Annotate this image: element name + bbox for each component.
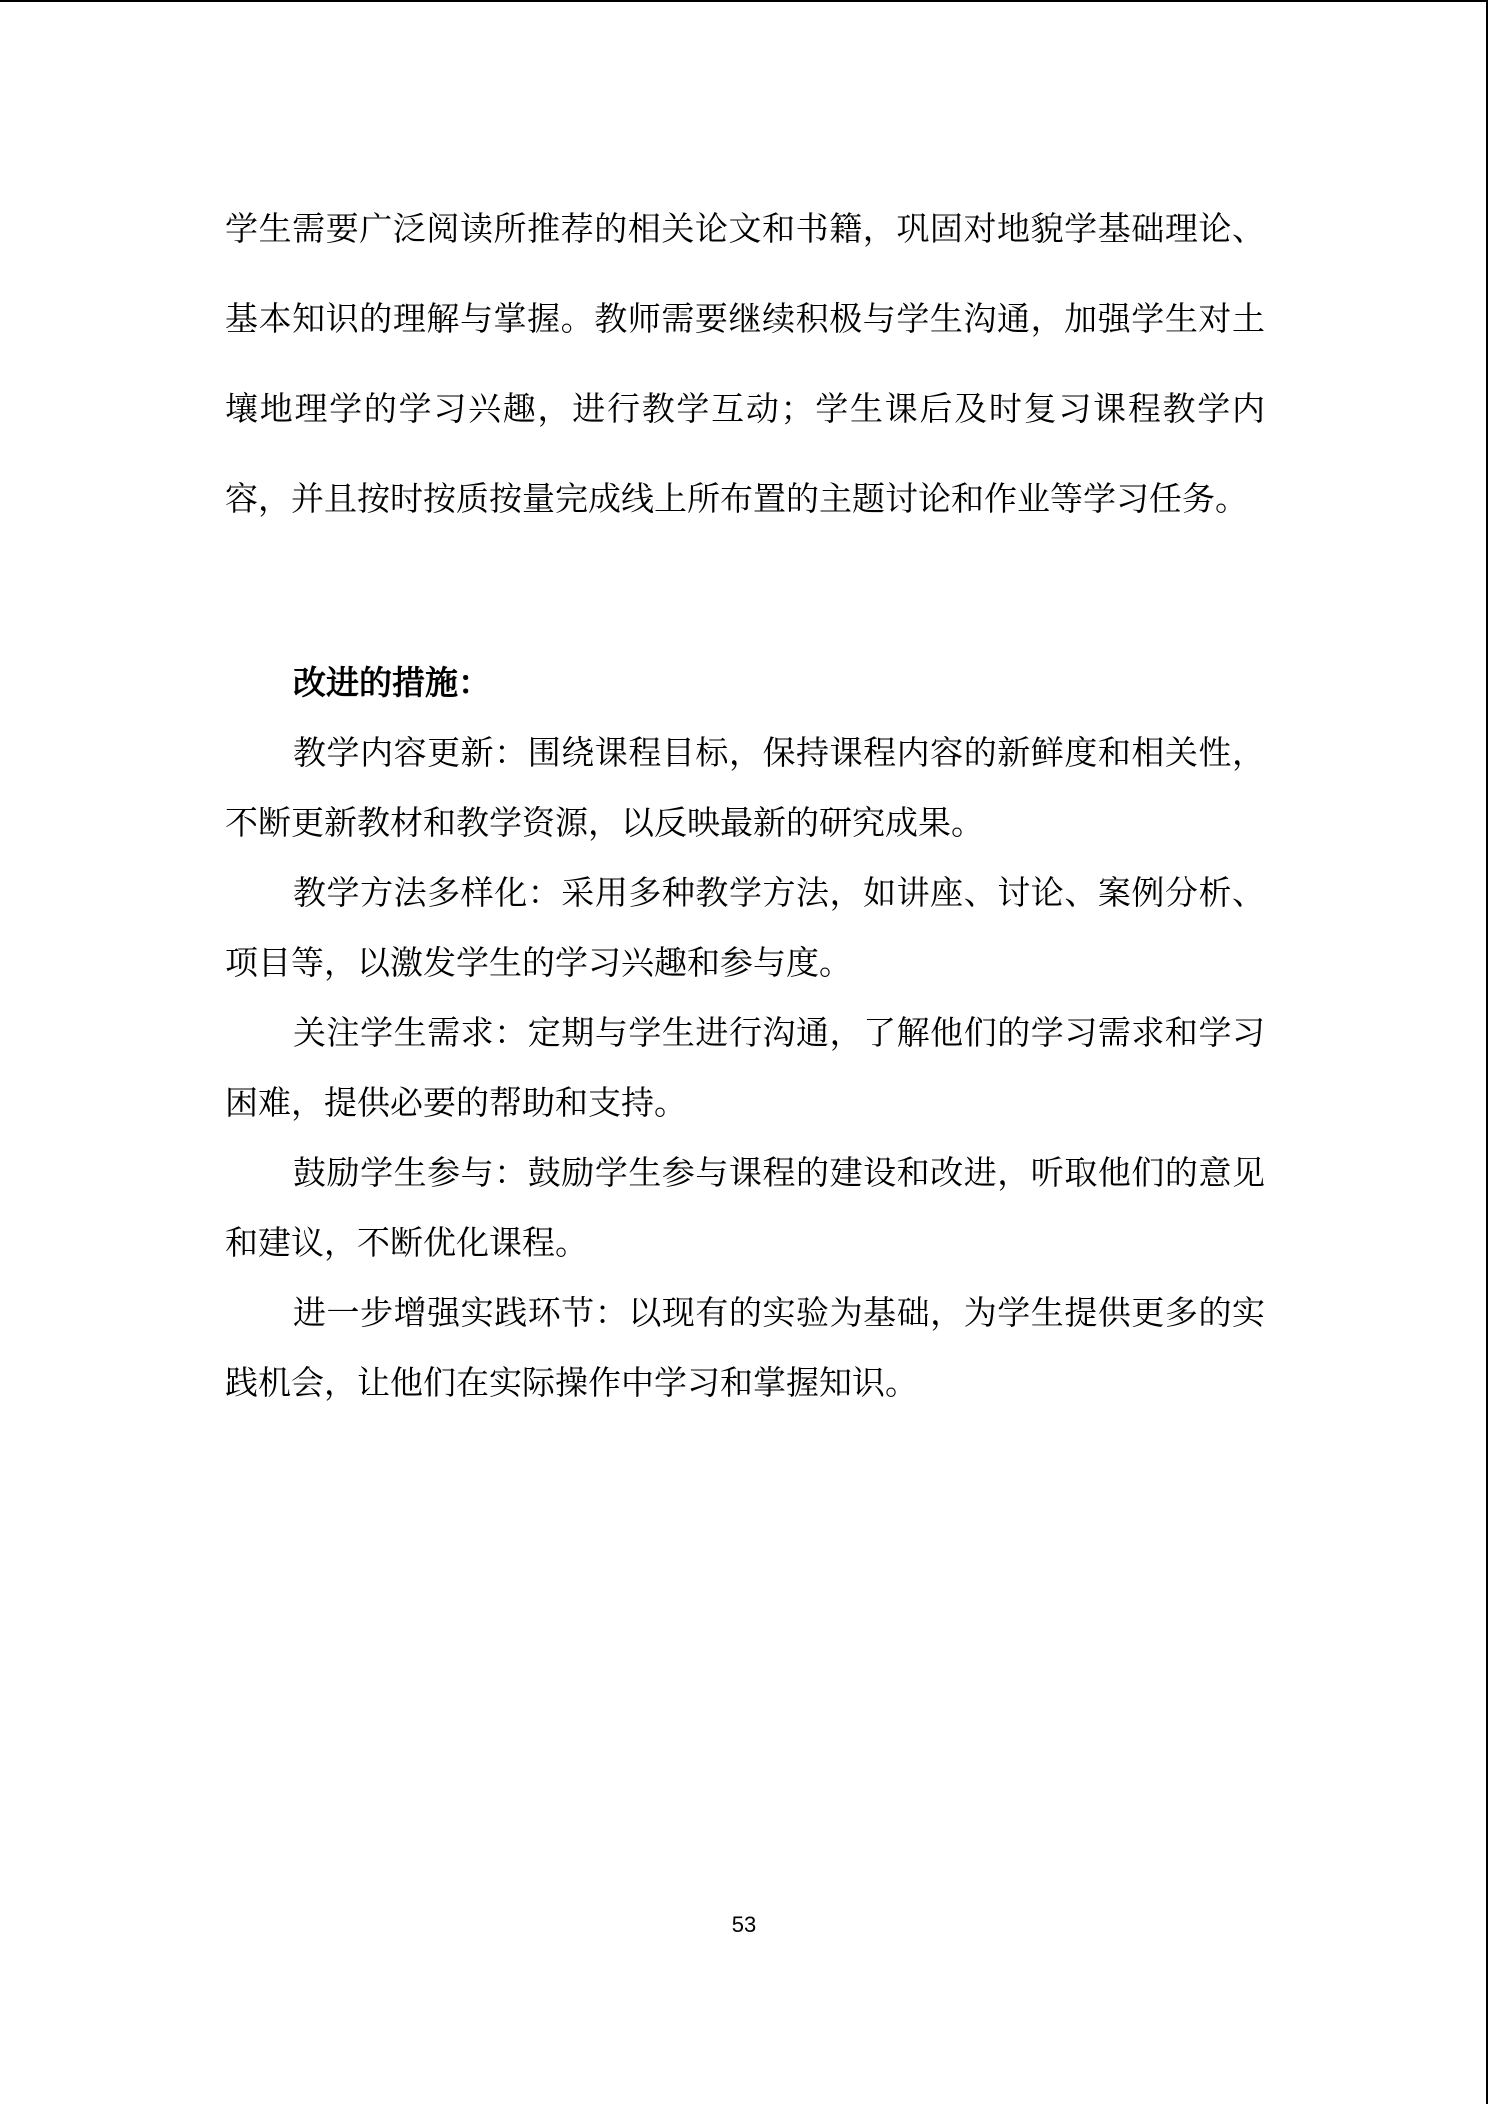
page-number: 53 [731,1912,757,1937]
section-heading: 改进的措施： [293,663,491,702]
intro-section [225,184,1265,544]
measures-section [225,648,1265,1418]
measure-item: 教学内容更新：围绕课程目标，保持课程内容的新鲜度和相关性，不断更新教材和教学资源，以反映最新的研究成果。 [225,733,1265,842]
intro-paragraph: 学生需要广泛阅读所推荐的相关论文和书籍，巩固对地貌学基础理论、基本知识的理解与掌握。教师需要继续积极与学生沟通，加强学生对土壤地理学的学习兴趣，进行教学互动；学生课后及时复习课程教学内容，并且按时按质按量完成线上所布置的主题讨论和作业等学习任务。 [225,209,1265,518]
measure-item: 教学方法多样化：采用多种教学方法，如讲座、讨论、案例分析、项目等，以激发学生的学习兴趣和参与度。 [225,873,1265,982]
measure-item: 鼓励学生参与：鼓励学生参与课程的建设和改进，听取他们的意见和建议，不断优化课程。 [225,1153,1265,1262]
measure-item: 关注学生需求：定期与学生进行沟通，了解他们的学习需求和学习困难，提供必要的帮助和支持。 [225,1013,1265,1122]
measure-item: 进一步增强实践环节：以现有的实验为基础，为学生提供更多的实践机会，让他们在实际操作中学习和掌握知识。 [225,1293,1265,1402]
